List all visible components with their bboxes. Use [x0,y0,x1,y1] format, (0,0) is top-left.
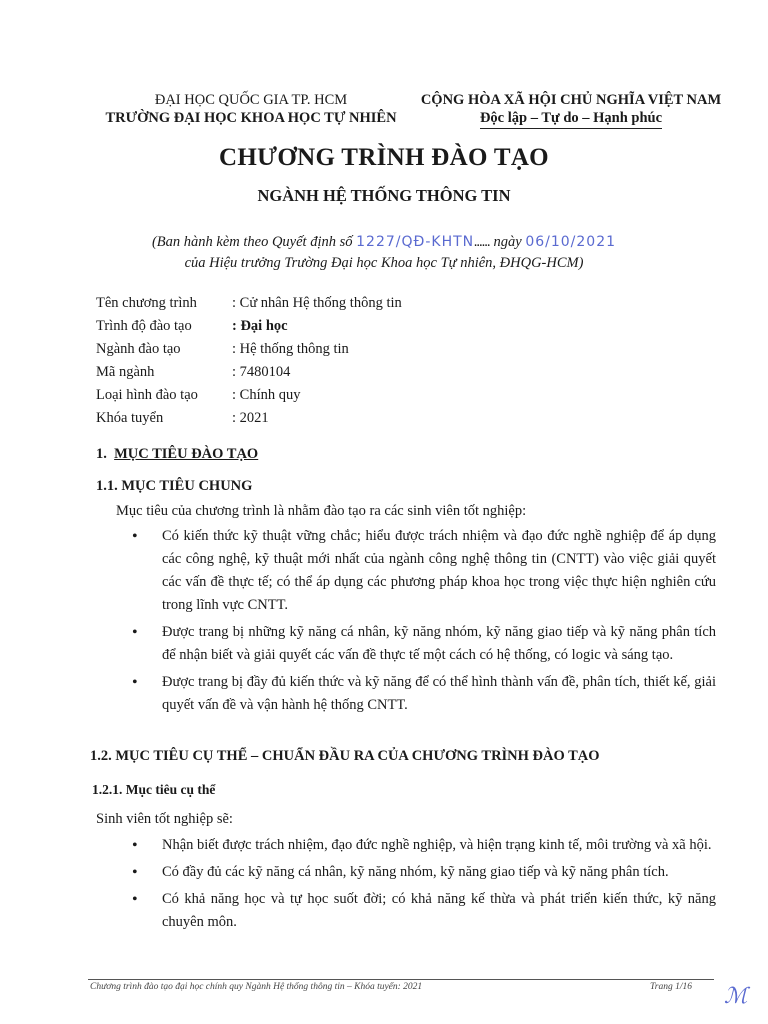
list-item [132,671,716,717]
info-value: : Hệ thống thông tin [232,341,349,357]
info-label: Ngành đào tạo [96,341,181,357]
bullet-icon: • [132,528,138,545]
info-value: : Cử nhân Hệ thống thông tin [232,295,402,311]
list-item-text: Nhận biết được trách nhiệm, đạo đức nghề nghiệp, và hiện trạng kinh tế, môi trường và xã hội. [162,837,712,853]
document-subtitle: NGÀNH HỆ THỐNG THÔNG TIN [257,186,511,205]
info-value: : Chính quy [232,387,301,403]
country-name: CỘNG HÒA XÃ HỘI CHỦ NGHĨA VIỆT NAM [420,92,722,108]
handwritten-initial: ℳ [724,984,748,1009]
section-1-2-1-heading: 1.2.1. Mục tiêu cụ thể [92,782,216,797]
document-title: CHƯƠNG TRÌNH ĐÀO TẠO [219,144,549,171]
info-label: Khóa tuyển [96,410,164,426]
section-1-1-bullets [132,525,716,721]
list-item [132,525,716,617]
info-value: : Đại học [232,318,288,334]
decree-date-label: ngày [493,234,522,250]
school-name: TRƯỜNG ĐẠI HỌC KHOA HỌC TỰ NHIÊN [105,110,397,126]
national-motto-block [414,91,728,129]
info-label: Tên chương trình [96,295,197,311]
list-item [132,888,716,934]
program-info [96,292,402,430]
list-item [132,621,716,667]
issuer-block [96,91,406,127]
section-1-2-heading: 1.2. MỤC TIÊU CỤ THỂ – CHUẨN ĐẦU RA CỦA CHƯƠNG TRÌNH ĐÀO TẠO [90,748,600,764]
decree-number: 1227/QĐ-KHTN [356,234,475,250]
info-row [96,407,402,430]
info-value: : 7480104 [232,364,291,380]
info-row [96,338,402,361]
list-item-text: Được trang bị những kỹ năng cá nhân, kỹ năng nhóm, kỹ năng giao tiếp và kỹ năng phân tích để nhận biết và giải quyết các vấn đề thực tế một cách có hệ thống, có logic và sáng tạo. [162,624,716,663]
section-1-1-intro: Mục tiêu của chương trình là nhằm đào tạo ra các sinh viên tốt nghiệp: [116,503,527,519]
decree-issuer: của Hiệu trưởng Trường Đại học Khoa học Tự nhiên, ĐHQG-HCM) [184,255,584,271]
list-item [132,861,716,884]
motto: Độc lập – Tự do – Hạnh phúc [480,109,662,129]
info-row [96,315,402,338]
bullet-icon: • [132,674,138,691]
list-item-text: Có đầy đủ các kỹ năng cá nhân, kỹ năng nhóm, kỹ năng giao tiếp và kỹ năng phân tích. [162,864,669,880]
info-label: Trình độ đào tạo [96,318,192,334]
info-row [96,361,402,384]
bullet-icon: • [132,624,138,641]
section-1-heading: 1. MỤC TIÊU ĐÀO TẠO [96,446,259,462]
footer-divider [88,979,714,980]
bullet-icon: • [132,864,138,881]
info-label: Loại hình đào tạo [96,387,198,403]
bullet-icon: • [132,891,138,908]
decree-prefix: (Ban hành kèm theo Quyết định số [151,234,353,250]
university-name: ĐẠI HỌC QUỐC GIA TP. HCM [154,92,348,108]
section-1-2-1-bullets [132,834,716,938]
page-number: Trang 1/16 [650,982,692,992]
info-row [96,384,402,407]
info-label: Mã ngành [96,364,155,380]
list-item-text: Được trang bị đầy đủ kiến thức và kỹ năng để có thể hình thành vấn đề, phân tích, thiết kế, giải quyết vấn đề và vận hành hệ thống CNTT. [162,674,716,713]
list-item-text: Có khả năng học và tự học suốt đời; có khả năng kế thừa và phát triển kiến thức, kỹ năng chuyên môn. [162,891,716,930]
section-1-1-heading: 1.1. MỤC TIÊU CHUNG [96,478,253,494]
info-value: : 2021 [232,410,269,426]
section-1-2-1-intro: Sinh viên tốt nghiệp sẽ: [96,811,233,827]
section-1-title: MỤC TIÊU ĐÀO TẠO [114,446,259,462]
info-row [96,292,402,315]
list-item-text: Có kiến thức kỹ thuật vững chắc; hiểu được trách nhiệm và đạo đức nghề nghiệp để áp dụng các công nghệ, kỹ thuật mới nhất của ngành công nghệ thông tin (CNTT) vào việc giải quyết các vấn đề thực tế; có thể áp dụng các phương pháp khoa học trong việc thực hiện nghiên cứu trong lĩnh vực CNTT. [162,528,716,613]
footer-text: Chương trình đào tạo đại học chính quy Ngành Hệ thống thông tin – Khóa tuyển: 2021 [90,982,423,992]
bullet-icon: • [132,837,138,854]
list-item [132,834,716,857]
decree-reference: (Ban hành kèm theo Quyết định số 1227/QĐ-KHTN...... ngày 06/10/2021 của Hiệu trưởng Trường Đại học Khoa học Tự nhiên, ĐHQG-HCM) [0,232,768,274]
decree-date: 06/10/2021 [525,234,617,250]
